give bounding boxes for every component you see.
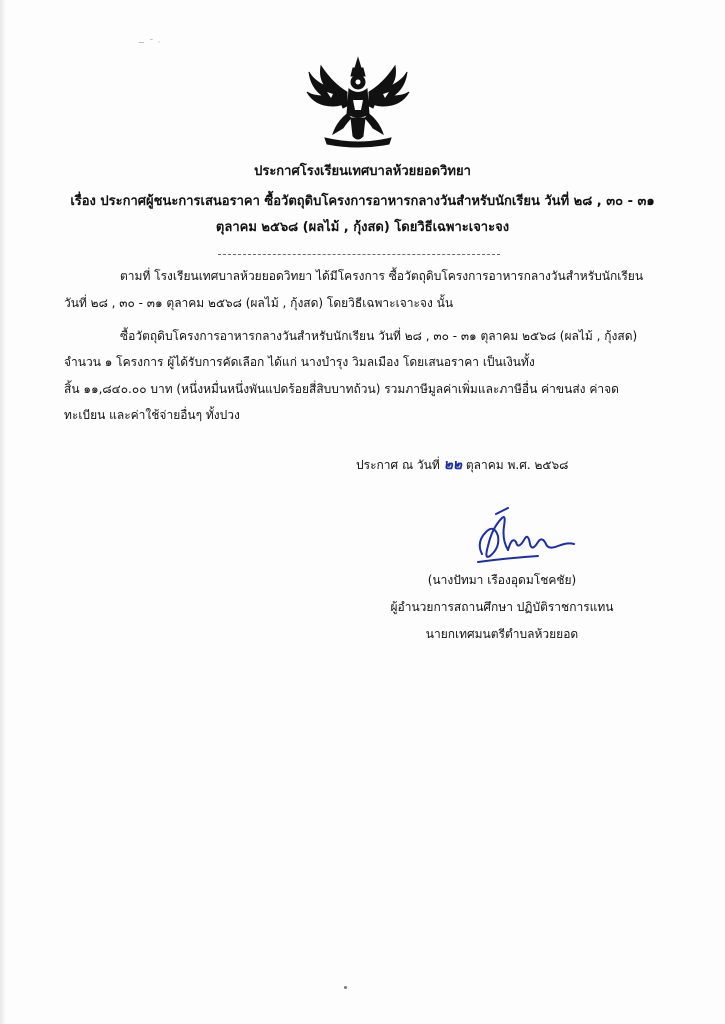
divider [218, 254, 500, 255]
announcement-date [356, 456, 568, 474]
body-paragraph-2-line-4: ทะเบียน และค่าใช้จ่ายอื่นๆ ทั้งปวง [64, 408, 240, 422]
subject-line-2: ตุลาคม ๒๕๖๘ (ผลไม้ , กุ้งสด) โดยวิธีเฉพาะเจาะจง [215, 220, 510, 235]
document-title: ประกาศโรงเรียนเทศบาลห้วยยอดวิทยา [254, 164, 471, 179]
scan-edge [0, 0, 6, 1024]
scan-dot [344, 986, 347, 989]
announcement-prefix: ประกาศ ณ วันที่ [356, 458, 444, 472]
signer-name: (นางปัทมา เรืองอุดมโชคชัย) [427, 573, 577, 587]
body-paragraph-2-line-1: ซื้อวัตถุดิบโครงการอาหารกลางวันสำหรับนักเรียน วันที่ ๒๘ , ๓๐ - ๓๑ ตุลาคม ๒๕๖๘ (ผลไม้ , กุ้งสด) [120, 329, 638, 343]
body-paragraph-2-line-2: จำนวน ๑ โครงการ ผู้ได้รับการคัดเลือก ได้แก่ นางบำรุง วิมลเมือง โดยเสนอราคา เป็นเงินทั้ง [64, 355, 535, 369]
body-paragraph-1-line-1: ตามที่ โรงเรียนเทศบาลห้วยยอดวิทยา ได้มีโครงการ ซื้อวัตถุดิบโครงการอาหารกลางวันสำหรับนักเรียน [120, 269, 644, 283]
garuda-emblem-icon [303, 56, 413, 148]
signer-position-2: นายกเทศมนตรีตำบลห้วยยอด [425, 627, 579, 641]
announcement-suffix: ตุลาคม พ.ศ. ๒๕๖๘ [462, 458, 569, 472]
subject-line-1: เรื่อง ประกาศผู้ชนะการเสนอราคา ซื้อวัตถุดิบโครงการอาหารกลางวันสำหรับนักเรียน วันที่ ๒๘ , ๓๐ - ๓๑ [70, 194, 655, 209]
announcement-day-handwritten: ๒๒ [443, 457, 463, 473]
signer-position-1: ผู้อำนวยการสถานศึกษา ปฏิบัติราชการแทน [390, 600, 614, 614]
scan-mark: ~ ˜ · [138, 38, 162, 47]
body-paragraph-1-line-2: วันที่ ๒๘ , ๓๐ - ๓๑ ตุลาคม ๒๕๖๘ (ผลไม้ , กุ้งสด) โดยวิธีเฉพาะเจาะจง นั้น [64, 296, 454, 310]
body-paragraph-2-line-3: สิ้น ๑๑,๘๔๐.๐๐ บาท (หนึ่งหมื่นหนึ่งพันแปดร้อยสี่สิบบาทถ้วน) รวมภาษีมูลค่าเพิ่มและภาษีอื่น ค่าขนส่ง ค่าจด [64, 382, 619, 396]
handwritten-signature [468, 506, 580, 568]
